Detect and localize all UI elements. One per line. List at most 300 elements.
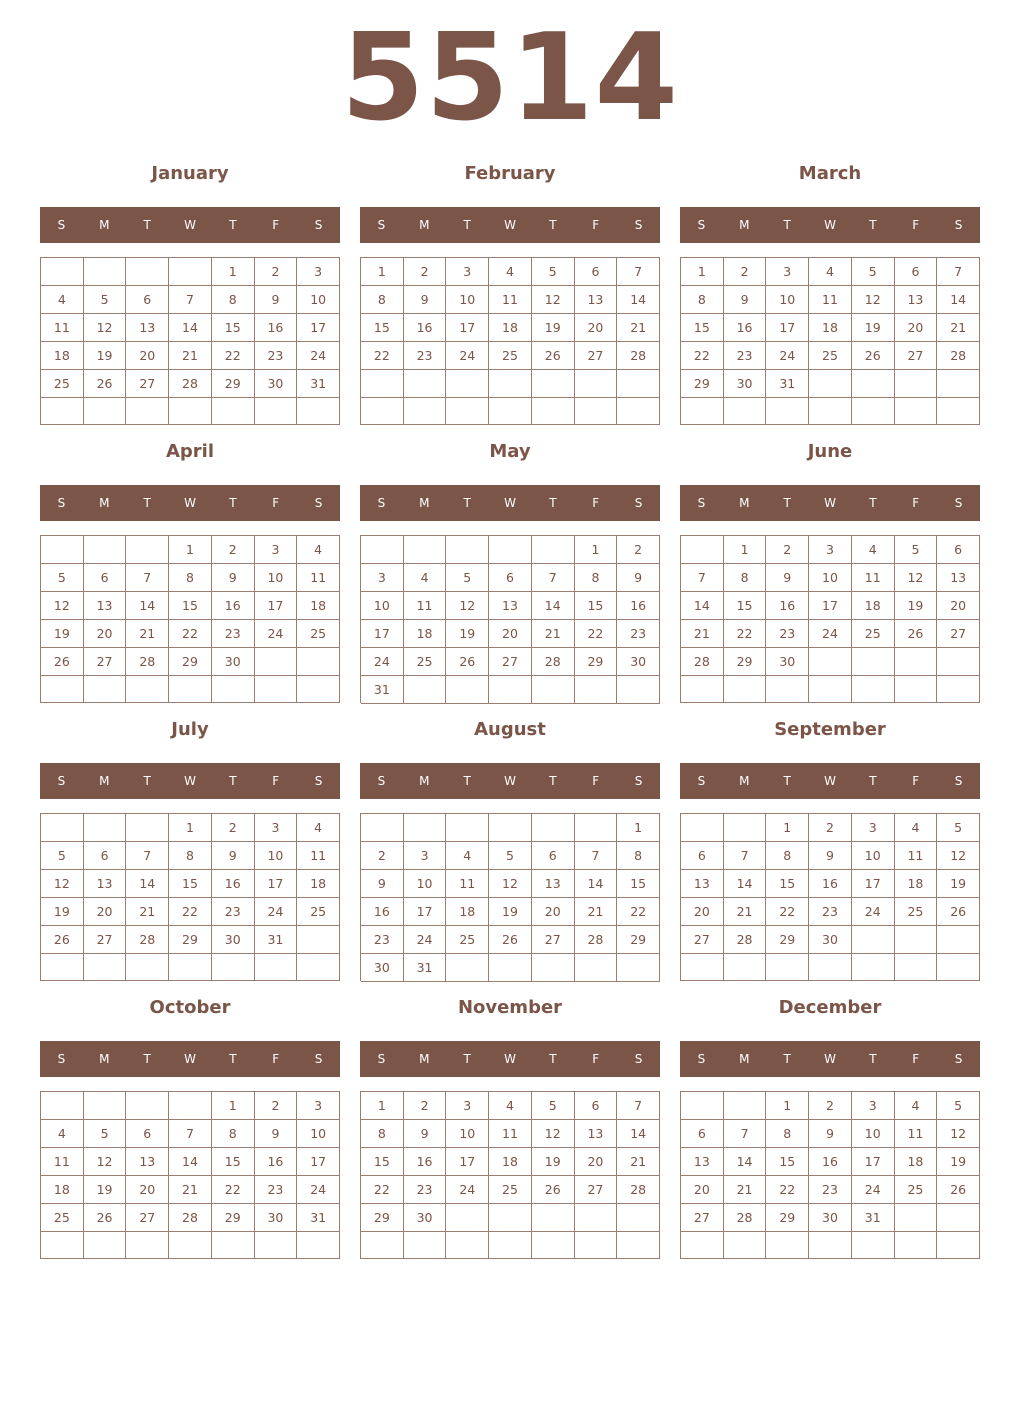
day-cell [255,676,298,703]
day-cell: 23 [255,342,298,370]
day-cell [575,398,618,426]
day-cell: 22 [681,342,724,370]
day-cell: 14 [681,592,724,620]
day-cell [404,814,447,842]
day-cell [852,648,895,676]
weekday-label: S [314,1052,323,1066]
day-cell [532,954,575,982]
day-cell: 19 [852,314,895,342]
day-cell [446,1232,489,1259]
day-cell [617,1232,660,1259]
day-cell: 14 [126,592,169,620]
day-cell: 21 [532,620,575,648]
day-cell [41,954,84,981]
day-cell [766,1232,809,1259]
day-cell: 9 [617,564,660,592]
day-cell: 30 [404,1204,447,1232]
day-cell: 2 [361,842,404,870]
day-cell: 6 [126,286,169,314]
day-cell: 20 [532,898,575,926]
day-cell: 24 [446,1176,489,1204]
day-cell: 4 [489,258,532,286]
day-cell [169,1232,212,1259]
day-cell [809,954,852,981]
day-grid [360,535,660,703]
weekday-label: M [739,1052,750,1066]
day-cell: 24 [255,898,298,926]
day-cell: 22 [212,342,255,370]
day-cell: 20 [84,898,127,926]
day-cell: 30 [212,648,255,676]
day-cell: 11 [895,1120,938,1148]
day-cell: 14 [126,870,169,898]
day-cell: 10 [852,1120,895,1148]
day-cell [41,814,84,842]
day-cell: 29 [169,926,212,954]
day-cell [766,676,809,703]
day-cell: 20 [489,620,532,648]
day-cell: 5 [852,258,895,286]
day-cell: 6 [532,842,575,870]
day-cell: 7 [617,1092,660,1120]
day-cell: 5 [41,564,84,592]
day-cell: 24 [361,648,404,676]
day-cell: 31 [766,370,809,398]
day-cell: 3 [361,564,404,592]
day-cell: 26 [41,648,84,676]
day-cell: 31 [297,370,340,398]
day-cell: 17 [809,592,852,620]
day-cell [212,954,255,981]
day-cell: 19 [937,870,980,898]
day-cell: 28 [617,1176,660,1204]
day-cell: 26 [532,342,575,370]
day-cell [489,1204,532,1232]
day-cell: 10 [446,1120,489,1148]
day-cell [126,814,169,842]
day-cell: 22 [361,342,404,370]
day-cell: 5 [532,258,575,286]
day-cell: 6 [575,258,618,286]
day-cell: 9 [255,286,298,314]
day-cell: 16 [212,870,255,898]
day-cell: 2 [766,536,809,564]
day-cell: 24 [852,898,895,926]
weekday-header [40,485,340,521]
day-cell: 11 [446,870,489,898]
day-cell: 7 [617,258,660,286]
day-cell [404,536,447,564]
day-cell [41,398,84,425]
day-cell: 29 [169,648,212,676]
day-grid [680,1091,980,1259]
day-cell: 16 [361,898,404,926]
day-cell: 12 [84,1148,127,1176]
day-cell: 3 [404,842,447,870]
day-cell: 23 [617,620,660,648]
day-cell [766,398,809,425]
day-cell: 28 [617,342,660,370]
day-cell [617,954,660,982]
day-cell [809,648,852,676]
day-cell: 15 [575,592,618,620]
weekday-label: T [869,1052,877,1066]
day-cell: 10 [446,286,489,314]
day-cell: 10 [809,564,852,592]
day-cell [895,926,938,954]
day-cell: 5 [446,564,489,592]
weekday-label: T [463,1052,471,1066]
day-cell: 28 [126,926,169,954]
weekday-label: T [549,496,557,510]
day-cell: 9 [404,286,447,314]
weekday-label: T [549,218,557,232]
day-cell: 14 [169,314,212,342]
weekday-label: T [783,1052,791,1066]
day-cell: 2 [404,258,447,286]
day-cell: 25 [809,342,852,370]
day-cell: 14 [617,1120,660,1148]
day-cell: 4 [852,536,895,564]
day-cell [532,536,575,564]
day-cell: 3 [255,814,298,842]
day-cell: 22 [169,898,212,926]
day-cell: 9 [212,564,255,592]
day-cell: 3 [255,536,298,564]
day-cell [895,648,938,676]
day-cell: 2 [255,1092,298,1120]
month-name: March [798,163,862,184]
day-cell: 24 [297,342,340,370]
day-cell: 9 [212,842,255,870]
day-cell [937,398,980,425]
day-cell: 7 [724,842,767,870]
day-cell: 25 [41,1204,84,1232]
day-cell: 14 [532,592,575,620]
day-cell [404,1232,447,1259]
day-cell: 22 [766,1176,809,1204]
day-cell: 7 [937,258,980,286]
weekday-header [40,1041,340,1077]
day-cell [84,954,127,981]
day-cell: 25 [489,1176,532,1204]
day-cell: 1 [575,536,618,564]
day-cell: 8 [617,842,660,870]
day-cell: 25 [41,370,84,398]
day-cell [575,814,618,842]
weekday-header [680,1041,980,1077]
weekday-header [680,485,980,521]
day-cell [937,648,980,676]
day-cell: 26 [937,898,980,926]
weekday-label: F [912,218,920,232]
day-cell: 24 [852,1176,895,1204]
day-cell [766,954,809,981]
day-cell: 23 [255,1176,298,1204]
day-cell: 9 [766,564,809,592]
day-cell: 17 [852,870,895,898]
weekday-label: W [504,218,516,232]
day-cell [126,676,169,703]
day-cell: 10 [255,842,298,870]
weekday-label: W [504,1052,516,1066]
day-cell [126,258,169,286]
day-cell [895,370,938,398]
day-cell: 19 [532,314,575,342]
day-cell: 11 [852,564,895,592]
day-cell: 1 [361,1092,404,1120]
day-cell [852,398,895,425]
weekday-label: S [954,1052,963,1066]
day-cell [41,676,84,703]
day-cell [532,1204,575,1232]
day-cell: 11 [489,1120,532,1148]
day-cell: 18 [809,314,852,342]
day-cell: 8 [724,564,767,592]
day-cell: 8 [361,286,404,314]
day-cell [852,676,895,703]
day-cell [446,536,489,564]
day-cell: 2 [212,814,255,842]
day-cell: 9 [255,1120,298,1148]
day-cell: 15 [766,1148,809,1176]
day-cell [126,1232,169,1259]
weekday-label: S [634,1052,643,1066]
day-cell [617,370,660,398]
day-grid [680,813,980,981]
day-cell [212,398,255,425]
day-cell: 30 [212,926,255,954]
day-cell [937,1232,980,1259]
day-cell: 16 [404,314,447,342]
day-cell: 24 [404,926,447,954]
day-cell [297,398,340,425]
day-cell: 7 [126,842,169,870]
day-cell: 15 [212,314,255,342]
weekday-label: F [912,1052,920,1066]
day-cell: 29 [766,1204,809,1232]
weekday-label: F [912,496,920,510]
day-cell [84,676,127,703]
weekday-label: T [229,496,237,510]
day-cell: 31 [297,1204,340,1232]
day-cell: 10 [361,592,404,620]
weekday-header [360,1041,660,1077]
day-cell: 11 [489,286,532,314]
day-cell: 27 [126,1204,169,1232]
day-cell [809,398,852,425]
day-cell: 2 [809,1092,852,1120]
day-cell: 5 [895,536,938,564]
day-cell [681,954,724,981]
day-cell: 17 [766,314,809,342]
day-cell: 24 [255,620,298,648]
weekday-label: S [954,496,963,510]
day-cell [489,954,532,982]
day-cell: 16 [255,1148,298,1176]
day-cell: 18 [852,592,895,620]
day-cell: 4 [41,286,84,314]
day-cell: 7 [681,564,724,592]
day-cell: 2 [724,258,767,286]
day-cell [84,1092,127,1120]
weekday-label: M [739,218,750,232]
day-cell: 13 [681,870,724,898]
day-cell: 19 [41,898,84,926]
day-cell: 3 [766,258,809,286]
day-cell: 8 [361,1120,404,1148]
day-cell: 23 [404,342,447,370]
day-cell: 26 [84,1204,127,1232]
day-cell: 5 [489,842,532,870]
day-cell: 24 [809,620,852,648]
day-cell [126,954,169,981]
day-grid [40,535,340,703]
weekday-label: T [463,774,471,788]
day-cell: 3 [852,814,895,842]
weekday-label: M [419,774,430,788]
day-cell: 28 [575,926,618,954]
day-cell: 26 [895,620,938,648]
day-cell: 1 [681,258,724,286]
month-name: November [457,997,563,1018]
day-cell: 5 [937,1092,980,1120]
weekday-label: T [229,218,237,232]
day-cell: 3 [297,1092,340,1120]
day-cell: 29 [766,926,809,954]
day-cell: 25 [446,926,489,954]
day-cell: 18 [404,620,447,648]
day-cell: 26 [489,926,532,954]
day-cell [297,648,340,676]
day-cell: 19 [937,1148,980,1176]
day-cell: 22 [766,898,809,926]
day-cell: 19 [84,342,127,370]
day-cell [126,536,169,564]
day-cell: 23 [361,926,404,954]
day-cell [489,398,532,426]
day-cell: 25 [404,648,447,676]
day-cell: 11 [41,314,84,342]
day-cell [937,1204,980,1232]
month-name: December [778,997,882,1018]
day-cell: 4 [895,1092,938,1120]
day-cell: 17 [297,314,340,342]
day-cell: 18 [41,1176,84,1204]
day-cell: 4 [297,536,340,564]
day-cell: 5 [532,1092,575,1120]
day-cell: 28 [724,1204,767,1232]
weekday-header [40,763,340,799]
weekday-label: S [377,774,386,788]
day-cell: 6 [126,1120,169,1148]
day-cell: 31 [852,1204,895,1232]
day-cell: 4 [41,1120,84,1148]
day-cell: 2 [255,258,298,286]
day-cell: 3 [297,258,340,286]
day-cell: 23 [212,620,255,648]
day-cell [617,676,660,704]
day-cell [41,1092,84,1120]
day-grid [680,257,980,425]
weekday-header [360,763,660,799]
day-cell: 3 [446,1092,489,1120]
day-cell: 7 [126,564,169,592]
day-cell: 4 [895,814,938,842]
day-cell: 29 [361,1204,404,1232]
day-cell [297,954,340,981]
day-cell [404,398,447,426]
day-cell: 20 [895,314,938,342]
day-cell [532,814,575,842]
weekday-label: T [869,774,877,788]
weekday-label: S [377,1052,386,1066]
day-grid [360,813,660,981]
month-name: July [171,719,209,740]
day-cell: 10 [297,1120,340,1148]
day-cell: 21 [617,314,660,342]
day-cell: 4 [809,258,852,286]
day-cell: 27 [532,926,575,954]
day-cell: 6 [937,536,980,564]
day-cell: 27 [681,1204,724,1232]
day-cell: 1 [169,536,212,564]
day-cell: 14 [169,1148,212,1176]
weekday-label: T [783,774,791,788]
day-cell: 31 [404,954,447,982]
weekday-label: M [419,218,430,232]
day-cell [212,1232,255,1259]
day-cell: 14 [724,870,767,898]
weekday-label: T [549,774,557,788]
day-cell: 6 [681,1120,724,1148]
day-cell [681,536,724,564]
day-cell [489,814,532,842]
day-cell: 5 [84,286,127,314]
day-cell: 20 [126,1176,169,1204]
weekday-header [680,207,980,243]
day-cell: 30 [809,926,852,954]
day-cell [446,370,489,398]
day-cell: 2 [404,1092,447,1120]
day-cell: 12 [937,842,980,870]
day-cell: 12 [41,592,84,620]
day-cell [852,926,895,954]
weekday-label: S [634,496,643,510]
month-name: February [464,163,556,184]
year-title: 5514 [341,9,679,148]
day-cell: 27 [681,926,724,954]
day-cell: 13 [937,564,980,592]
day-cell: 12 [446,592,489,620]
day-cell [361,814,404,842]
day-cell [446,398,489,426]
day-cell: 24 [446,342,489,370]
weekday-label: T [463,496,471,510]
day-cell [617,398,660,426]
day-cell [724,954,767,981]
day-cell: 22 [169,620,212,648]
day-cell [297,1232,340,1259]
day-cell: 17 [446,314,489,342]
day-cell [255,648,298,676]
month-name: September [774,719,886,740]
weekday-label: W [184,218,196,232]
day-cell: 5 [41,842,84,870]
day-cell: 6 [84,564,127,592]
day-cell: 29 [212,370,255,398]
day-cell: 1 [169,814,212,842]
